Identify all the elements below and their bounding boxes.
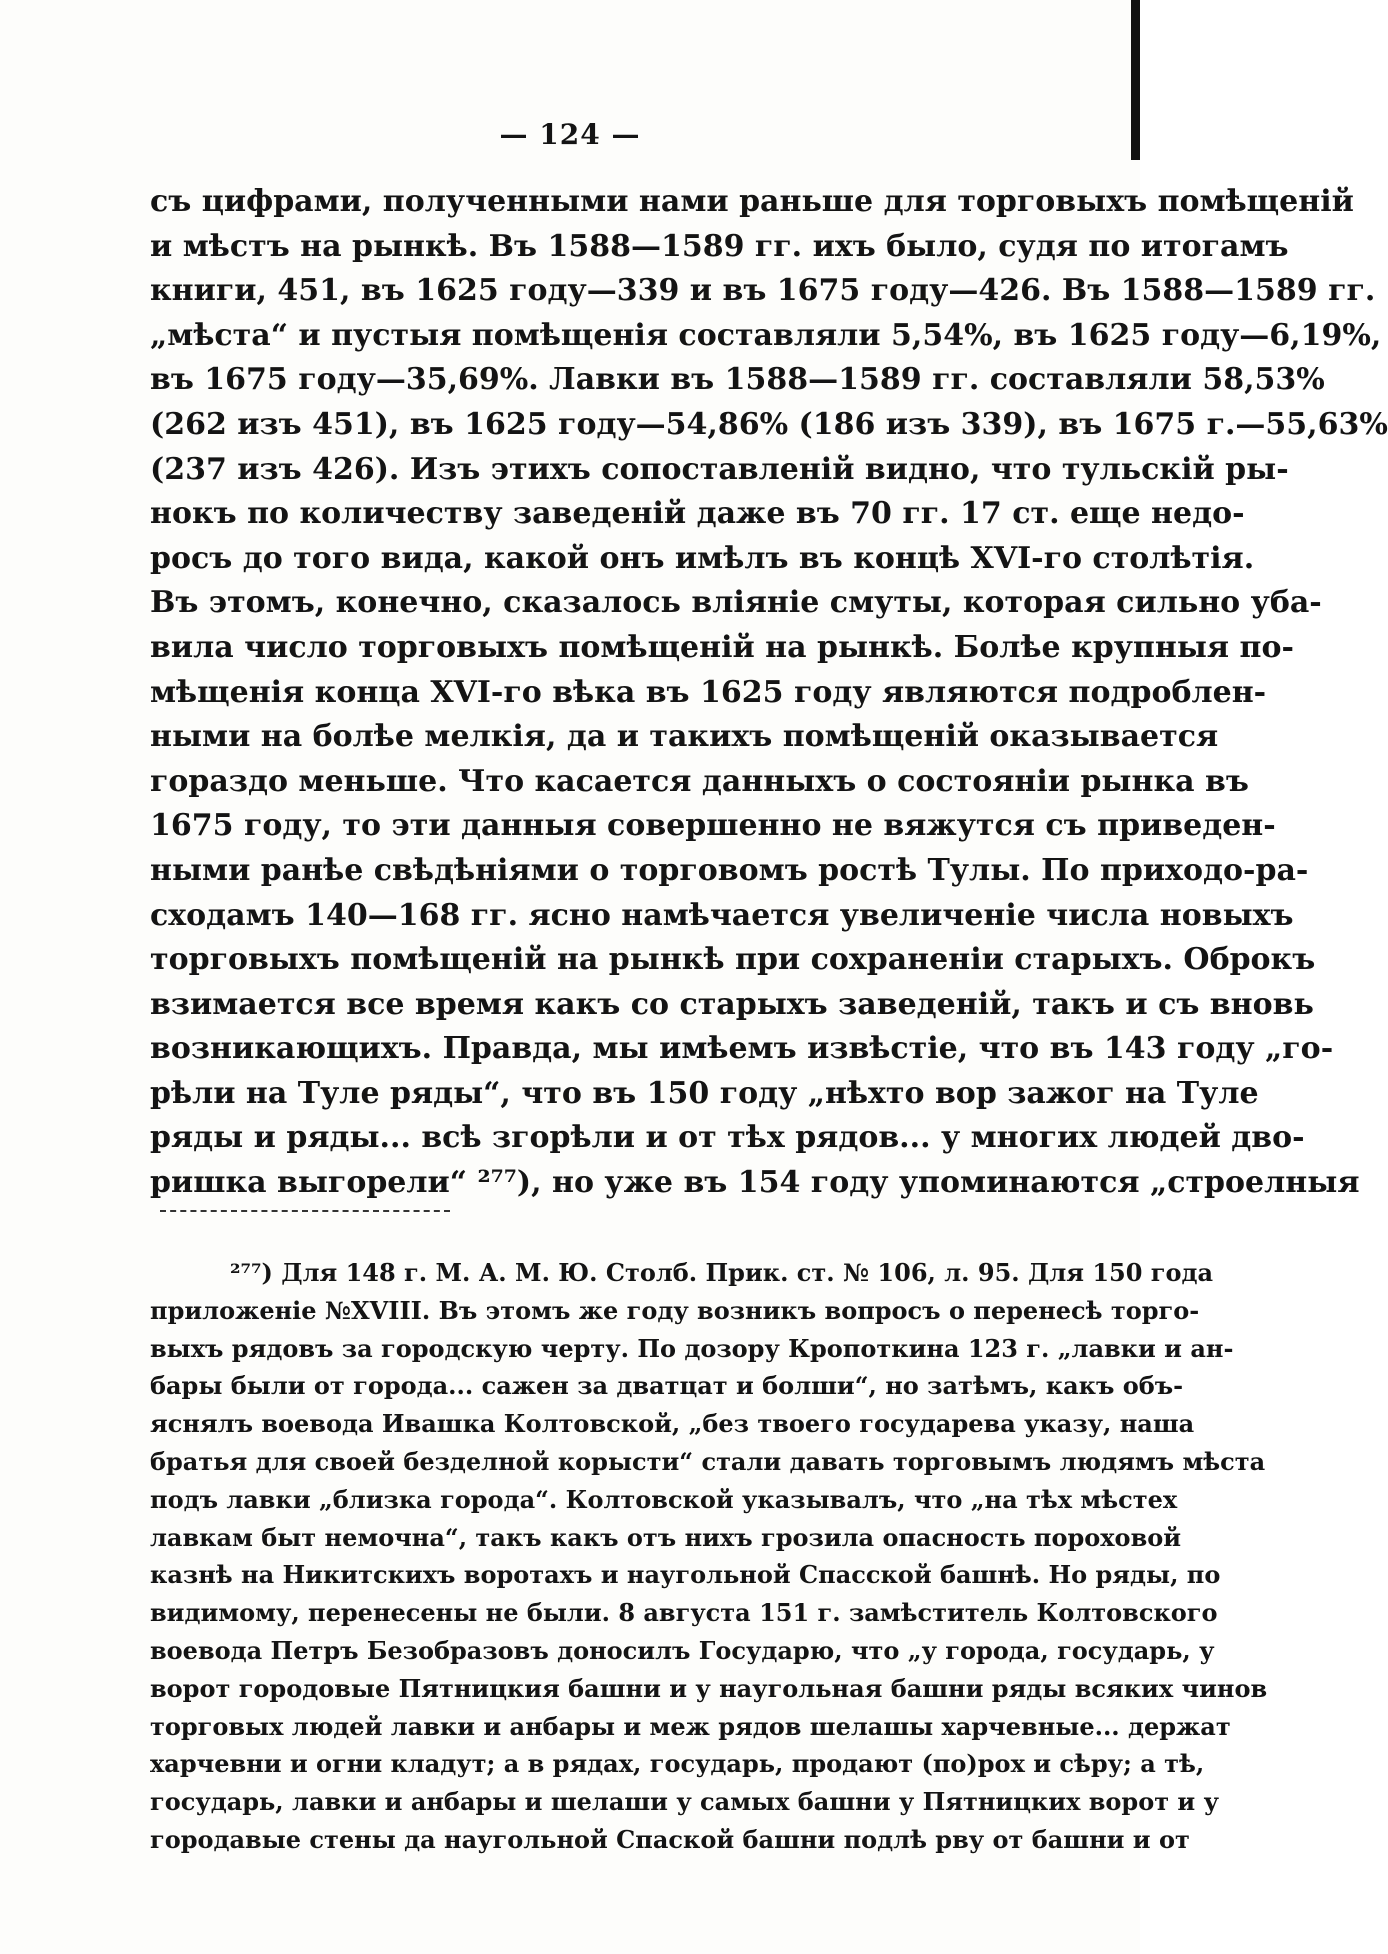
footnote-line: выхъ рядовъ за городскую черту. По дозору Кропоткина 123 г. „лавки и ан-	[150, 1333, 1234, 1363]
body-text-line: ришка выгорели“ ²⁷⁷), но уже въ 154 году упоминаются „строелныя	[150, 1165, 1360, 1201]
footnotes	[150, 1254, 1268, 1859]
footnote-line: ²⁷⁷) Для 148 г. М. А. М. Ю. Столб. Прик. ст. № 106, л. 95. Для 150 года	[230, 1258, 1214, 1287]
footnote-line: бары были от города... сажен за дватцат и болши“, но затѣмъ, какъ объ-	[150, 1371, 1184, 1401]
body-text-line: ными на болѣе мелкія, да и такихъ помѣщеній оказывается	[150, 719, 1219, 755]
footnote-line: лавкам быт немочна“, такъ какъ отъ нихъ грозила опасность пороховой	[150, 1522, 1182, 1552]
body-text-line: Въ этомъ, конечно, сказалось вліяніе смуты, которая сильно убa-	[150, 585, 1322, 621]
body-text-line: вила число торговыхъ помѣщеній на рынкѣ. Болѣе крупныя по-	[150, 629, 1294, 665]
footnote-line: приложеніе №XVIII. Въ этомъ же году возникъ вопросъ о перенесѣ торго-	[150, 1295, 1200, 1325]
body-text-line: 1675 году, то эти данныя совершенно не вяжутся съ приведен-	[150, 808, 1276, 844]
body-text-line: нокъ по количеству заведеній даже въ 70 гг. 17 ст. еще недо-	[150, 496, 1245, 532]
footnote-line: братья для своей безделной корысти“ стали давать торговымъ людямъ мѣста	[150, 1446, 1266, 1476]
body-text-line: росъ до того вида, какой онъ имѣлъ въ концѣ XVI-го столѣтія.	[150, 540, 1255, 576]
body-text-line: рѣли на Туле ряды“, что въ 150 году „нѣхто вор зажог на Туле	[150, 1075, 1259, 1111]
footnote-line: городавые стены да наугольной Спаской башни подлѣ рву от башни и от	[150, 1824, 1190, 1854]
body-text-line: возникающихъ. Правда, мы имѣемъ извѣстіе, что въ 143 году „го-	[150, 1031, 1334, 1067]
footnote-line: яснялъ воевода Ивашка Колтовской, „без твоего государева указу, наша	[150, 1409, 1195, 1439]
footnote-line: казнѣ на Никитскихъ воротахъ и наугольной Спасской башнѣ. Но ряды, по	[150, 1560, 1221, 1590]
body-text-line: въ 1675 году—35,69%. Лавки въ 1588—1589 гг. составляли 58,53%	[150, 362, 1325, 398]
body-text-line: (237 изъ 426). Изъ этихъ сопоставленій видно, что тульскій ры-	[150, 451, 1289, 487]
body-text-line: „мѣста“ и пустыя помѣщенія составляли 5,54%, въ 1625 году—6,19%,	[150, 317, 1382, 353]
body-text-line: ными ранѣе свѣдѣніями о торговомъ ростѣ Тулы. По приходо-ра-	[150, 852, 1309, 888]
footnote-line: торговых людей лавки и анбары и меж рядов шелашы харчевные... держат	[150, 1711, 1231, 1741]
body-text-line: мѣщенія конца XVI-го вѣка въ 1625 году являются подроблен-	[150, 674, 1267, 710]
footnote-line: харчевни и огни кладут; а в рядах, государь, продают (по)рох и сѣру; а тѣ,	[150, 1749, 1205, 1779]
body-text-line: взимается все время какъ со старыхъ заведеній, такъ и съ вновь	[150, 986, 1314, 1022]
footnote-line: ворот городовые Пятницкия башни и у наугольная башни ряды всяких чинов	[150, 1673, 1268, 1703]
footnote-line: видимому, перенесены не были. 8 августа 151 г. замѣститель Колтовского	[150, 1598, 1218, 1628]
footnote-line: воевода Петръ Безобразовъ доносилъ Государю, что „у города, государь, у	[150, 1635, 1215, 1665]
page-number: — 124 —	[499, 118, 641, 151]
body-text-line: ряды и ряды... всѣ згорѣли и от тѣх рядов... у многих людей дво-	[150, 1120, 1305, 1156]
body-text-line: книги, 451, въ 1625 году—339 и въ 1675 году—426. Въ 1588—1589 гг.	[150, 273, 1376, 309]
body-text-line: и мѣстъ на рынкѣ. Въ 1588—1589 гг. ихъ было, судя по итогамъ	[150, 228, 1289, 264]
body-text-line: (262 изъ 451), въ 1625 году—54,86% (186 изъ 339), въ 1675 г.—55,63%	[150, 406, 1388, 442]
body-text-line: гораздо меньше. Что касается данныхъ о состояніи рынка въ	[150, 763, 1249, 799]
body-text	[150, 180, 1388, 1206]
footnote-separator	[160, 1210, 450, 1212]
footnote-line: государь, лавки и анбары и шелаши у самых башни у Пятницких ворот и у	[150, 1787, 1219, 1817]
footnote-line: подъ лавки „близка города“. Колтовской указывалъ, что „на тѣх мѣстех	[150, 1484, 1178, 1514]
body-text-line: съ цифрами, полученными нами раньше для торговыхъ помѣщеній	[150, 184, 1354, 219]
body-text-line: торговыхъ помѣщеній на рынкѣ при сохраненіи старыхъ. Оброкъ	[150, 942, 1316, 978]
body-text-line: сходамъ 140—168 гг. ясно намѣчается увеличеніе числа новыхъ	[150, 897, 1294, 933]
